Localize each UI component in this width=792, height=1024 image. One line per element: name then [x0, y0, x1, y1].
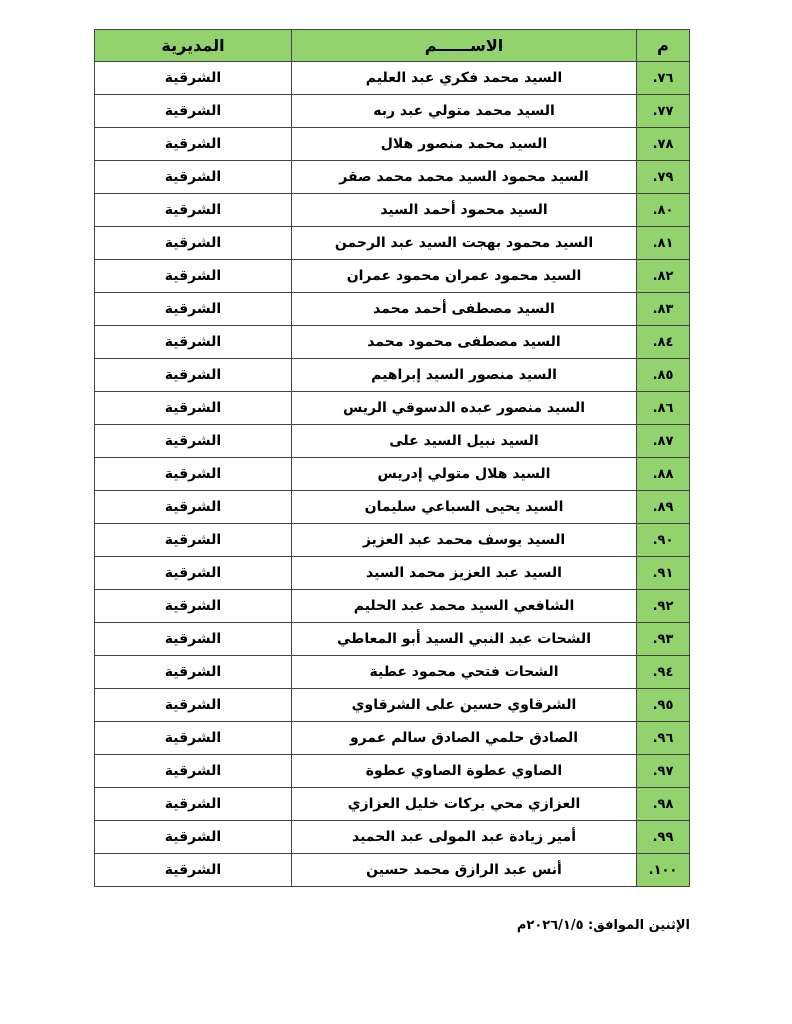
- row-name: الشرقاوي حسين على الشرقاوي: [292, 689, 637, 722]
- row-directorate: الشرقية: [95, 458, 292, 491]
- row-name: العزازي محي بركات خليل العزازي: [292, 788, 637, 821]
- footer-date: الإثنين الموافق: ٢٠٢٦/١/٥م: [516, 918, 690, 933]
- row-directorate: الشرقية: [95, 95, 292, 128]
- row-number: ٩٥.: [637, 689, 690, 722]
- row-number: ٨٢.: [637, 260, 690, 293]
- row-name: السيد منصور عبده الدسوقي الريس: [292, 392, 637, 425]
- table-row: [95, 293, 690, 326]
- row-directorate: الشرقية: [95, 425, 292, 458]
- row-directorate: الشرقية: [95, 392, 292, 425]
- row-name: الشحات فتحي محمود عطية: [292, 656, 637, 689]
- row-directorate: الشرقية: [95, 722, 292, 755]
- table-row: [95, 194, 690, 227]
- names-table: [94, 29, 690, 887]
- row-name: السيد محمود عمران محمود عمران: [292, 260, 637, 293]
- table-row: [95, 458, 690, 491]
- row-directorate: الشرقية: [95, 359, 292, 392]
- table-row: [95, 788, 690, 821]
- row-directorate: الشرقية: [95, 656, 292, 689]
- row-directorate: الشرقية: [95, 557, 292, 590]
- row-number: ٨٦.: [637, 392, 690, 425]
- row-name: السيد محمود السيد محمد محمد صقر: [292, 161, 637, 194]
- table-body: [95, 62, 690, 887]
- table-row: [95, 590, 690, 623]
- table-row: [95, 689, 690, 722]
- row-name: الشحات عبد النبي السيد أبو المعاطي: [292, 623, 637, 656]
- table-row: [95, 62, 690, 95]
- row-directorate: الشرقية: [95, 590, 292, 623]
- row-number: ٩٤.: [637, 656, 690, 689]
- row-number: ٩٢.: [637, 590, 690, 623]
- table-row: [95, 623, 690, 656]
- table-row: [95, 392, 690, 425]
- row-number: ٩٦.: [637, 722, 690, 755]
- row-directorate: الشرقية: [95, 128, 292, 161]
- table-row: [95, 656, 690, 689]
- column-header-number: م: [637, 30, 690, 62]
- row-number: ٨٨.: [637, 458, 690, 491]
- row-number: ٨٩.: [637, 491, 690, 524]
- row-directorate: الشرقية: [95, 623, 292, 656]
- row-name: أنس عبد الرازق محمد حسين: [292, 854, 637, 887]
- table-row: [95, 95, 690, 128]
- row-name: الصاوي عطوة الصاوي عطوة: [292, 755, 637, 788]
- row-directorate: الشرقية: [95, 524, 292, 557]
- row-number: ٩٣.: [637, 623, 690, 656]
- row-number: ٧٦.: [637, 62, 690, 95]
- row-name: الشافعي السيد محمد عبد الحليم: [292, 590, 637, 623]
- row-directorate: الشرقية: [95, 491, 292, 524]
- row-name: السيد محمد منصور هلال: [292, 128, 637, 161]
- row-directorate: الشرقية: [95, 326, 292, 359]
- row-number: ٨٧.: [637, 425, 690, 458]
- row-number: ١٠٠.: [637, 854, 690, 887]
- row-name: السيد يوسف محمد عبد العزيز: [292, 524, 637, 557]
- row-number: ٨٠.: [637, 194, 690, 227]
- row-number: ٧٧.: [637, 95, 690, 128]
- table-row: [95, 854, 690, 887]
- row-name: السيد نبيل السيد على: [292, 425, 637, 458]
- row-directorate: الشرقية: [95, 194, 292, 227]
- table-row: [95, 491, 690, 524]
- row-directorate: الشرقية: [95, 161, 292, 194]
- row-number: ٨٤.: [637, 326, 690, 359]
- table-row: [95, 359, 690, 392]
- row-number: ٨٥.: [637, 359, 690, 392]
- row-directorate: الشرقية: [95, 227, 292, 260]
- row-number: ٩٠.: [637, 524, 690, 557]
- row-number: ٩٩.: [637, 821, 690, 854]
- row-directorate: الشرقية: [95, 293, 292, 326]
- row-directorate: الشرقية: [95, 821, 292, 854]
- table-row: [95, 161, 690, 194]
- row-name: السيد محمد فكري عبد العليم: [292, 62, 637, 95]
- row-directorate: الشرقية: [95, 260, 292, 293]
- row-number: ٩١.: [637, 557, 690, 590]
- row-number: ٨٣.: [637, 293, 690, 326]
- table-row: [95, 722, 690, 755]
- row-name: أمير زيادة عبد المولى عبد الحميد: [292, 821, 637, 854]
- table-row: [95, 326, 690, 359]
- row-name: السيد محمود بهجت السيد عبد الرحمن: [292, 227, 637, 260]
- row-name: السيد مصطفى محمود محمد: [292, 326, 637, 359]
- row-number: ٨١.: [637, 227, 690, 260]
- row-directorate: الشرقية: [95, 689, 292, 722]
- table-row: [95, 524, 690, 557]
- row-name: السيد عبد العزيز محمد السيد: [292, 557, 637, 590]
- table-row: [95, 821, 690, 854]
- row-name: السيد محمود أحمد السيد: [292, 194, 637, 227]
- table-row: [95, 128, 690, 161]
- row-directorate: الشرقية: [95, 854, 292, 887]
- row-number: ٩٧.: [637, 755, 690, 788]
- row-directorate: الشرقية: [95, 62, 292, 95]
- row-name: السيد يحيى السباعي سليمان: [292, 491, 637, 524]
- row-number: ٧٨.: [637, 128, 690, 161]
- row-directorate: الشرقية: [95, 788, 292, 821]
- table-row: [95, 227, 690, 260]
- row-number: ٧٩.: [637, 161, 690, 194]
- table-row: [95, 557, 690, 590]
- table-row: [95, 260, 690, 293]
- row-directorate: الشرقية: [95, 755, 292, 788]
- row-number: ٩٨.: [637, 788, 690, 821]
- column-header-name: الاســــــم: [292, 30, 637, 62]
- row-name: السيد محمد متولي عبد ربه: [292, 95, 637, 128]
- row-name: السيد منصور السيد إبراهيم: [292, 359, 637, 392]
- row-name: الصادق حلمي الصادق سالم عمرو: [292, 722, 637, 755]
- row-name: السيد مصطفى أحمد محمد: [292, 293, 637, 326]
- row-name: السيد هلال متولي إدريس: [292, 458, 637, 491]
- table-row: [95, 755, 690, 788]
- column-header-directorate: المديرية: [95, 30, 292, 62]
- table-row: [95, 425, 690, 458]
- table-header-row: [95, 30, 690, 62]
